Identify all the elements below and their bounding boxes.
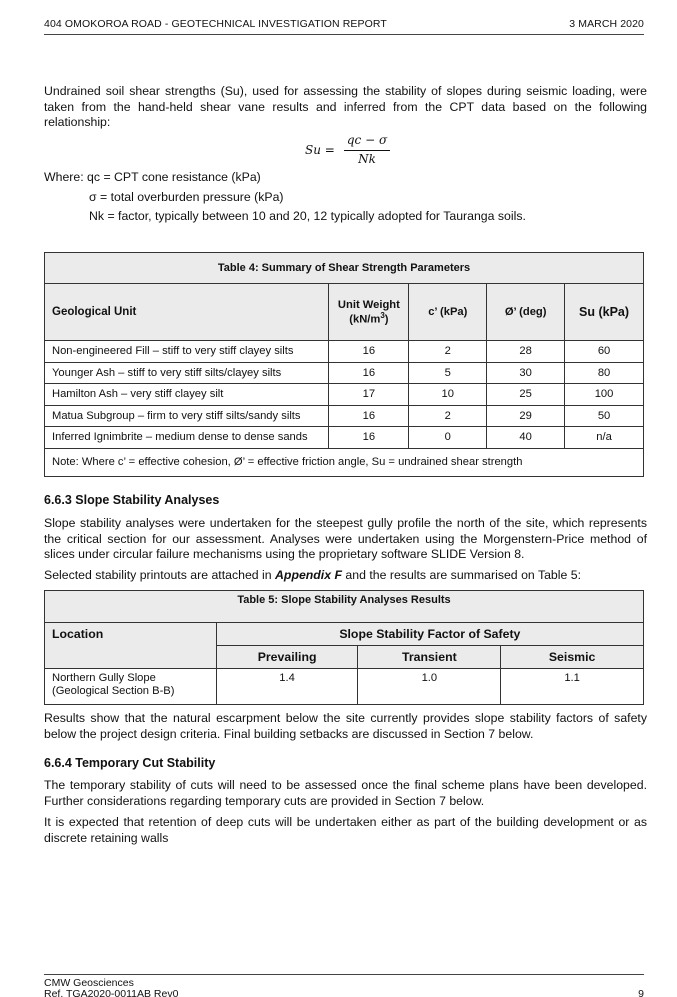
cell-friction: 28 <box>487 341 565 363</box>
section-663-paragraph-2 <box>44 568 647 584</box>
table-row <box>45 341 644 363</box>
cell-cohesion: 10 <box>409 384 487 406</box>
section-664-heading: 6.6.4 Temporary Cut Stability <box>44 756 216 770</box>
shear-strength-table <box>44 252 644 477</box>
cell-weight: 16 <box>329 341 409 363</box>
cell-location <box>45 669 217 705</box>
appendix-text-pre: Selected stability printouts are attached in <box>44 568 276 582</box>
section-663-heading: 6.6.3 Slope Stability Analyses <box>44 493 220 507</box>
footer-ref: Ref. TGA2020-0011AB Rev0 <box>44 988 179 997</box>
table4-header-weight <box>329 284 409 341</box>
formula-fraction-bar <box>344 150 390 151</box>
cell-unit: Younger Ash – stiff to very stiff silts/clayey silts <box>45 362 329 384</box>
formula-denominator: Nk <box>358 152 376 166</box>
table5-header-transient: Transient <box>358 646 501 669</box>
cell-weight: 16 <box>329 405 409 427</box>
cell-cohesion: 5 <box>409 362 487 384</box>
cell-su: 50 <box>565 405 644 427</box>
table5-header-fos: Slope Stability Factor of Safety <box>216 623 643 646</box>
where-line-2: σ = total overburden pressure (kPa) <box>89 190 284 204</box>
table4-caption: Table 4: Summary of Shear Strength Parameters <box>45 253 644 284</box>
results-paragraph: Results show that the natural escarpment below the site currently provides slope stability factors of safety below the project design criteria. Final building setbacks are discussed in Section 7 below. <box>44 711 647 741</box>
appendix-reference: Appendix F <box>275 568 342 582</box>
table-row <box>45 405 644 427</box>
table4-header-su: Su (kPa) <box>565 284 644 341</box>
table-row <box>45 427 644 449</box>
weight-label: Unit Weight <box>337 298 400 311</box>
table4-header-cohesion: c’ (kPa) <box>409 284 487 341</box>
cell-cohesion: 2 <box>409 405 487 427</box>
weight-unit-exponent: 3 <box>380 310 385 320</box>
page-number: 9 <box>638 988 644 997</box>
cell-cohesion: 0 <box>409 427 487 449</box>
table5-header-seismic: Seismic <box>501 646 644 669</box>
su-formula <box>303 133 403 169</box>
table4-header-friction: Ø’ (deg) <box>487 284 565 341</box>
cell-unit: Matua Subgroup – firm to very stiff silts/sandy silts <box>45 405 329 427</box>
cell-seismic: 1.1 <box>501 669 644 705</box>
formula-lhs: Su = <box>305 143 335 157</box>
table4-note: Note: Where c’ = effective cohesion, Ø’ = effective friction angle, Su = undrained shear strength <box>45 448 644 476</box>
table5-header-prevailing: Prevailing <box>216 646 358 669</box>
cell-cohesion: 2 <box>409 341 487 363</box>
table-row <box>45 362 644 384</box>
formula-numerator: qc − σ <box>346 133 388 147</box>
where-line-3: Nk = factor, typically between 10 and 20, 12 typically adopted for Tauranga soils. <box>89 209 526 223</box>
cell-prevailing: 1.4 <box>216 669 358 705</box>
where-line-1: Where: qc = CPT cone resistance (kPa) <box>44 170 261 184</box>
location-section: (Geological Section B-B) <box>52 685 175 697</box>
report-date: 3 MARCH 2020 <box>569 18 644 30</box>
cell-unit: Non-engineered Fill – stiff to very stiff clayey silts <box>45 341 329 363</box>
cell-friction: 40 <box>487 427 565 449</box>
cell-transient: 1.0 <box>358 669 501 705</box>
table-row <box>45 669 644 705</box>
appendix-text-post: and the results are summarised on Table 5: <box>342 568 582 582</box>
page-header <box>44 18 644 35</box>
location-name: Northern Gully Slope <box>52 672 156 684</box>
section-664-paragraph-1: The temporary stability of cuts will need to be assessed once the final scheme plans have been developed. Further considerations regarding temporary cuts are provided in Section 7 below. <box>44 778 647 808</box>
cell-unit: Inferred Ignimbrite – medium dense to dense sands <box>45 427 329 449</box>
cell-su: 100 <box>565 384 644 406</box>
section-663-paragraph-1: Slope stability analyses were undertaken for the steepest gully profile the north of the site, which represents the critical section for our assessment. Analyses were undertaken using the Morgenstern-Price method of slices under circular failure mechanisms using the proprietary software SLIDE Version 8. <box>44 516 647 561</box>
report-title: 404 OMOKOROA ROAD - GEOTECHNICAL INVESTIGATION REPORT <box>44 18 387 30</box>
weight-unit-close: ) <box>384 313 389 326</box>
cell-weight: 17 <box>329 384 409 406</box>
slope-stability-table <box>44 590 644 705</box>
table-row <box>45 384 644 406</box>
cell-su: 60 <box>565 341 644 363</box>
cell-unit: Hamilton Ash – very stiff clayey silt <box>45 384 329 406</box>
footer-company: CMW Geosciences <box>44 977 134 989</box>
cell-weight: 16 <box>329 427 409 449</box>
intro-paragraph: Undrained soil shear strengths (Su), used for assessing the stability of slopes during seismic loading, were taken from the hand-held shear vane results and inferred from the CPT data based on the following relationship: <box>44 84 647 129</box>
page-footer <box>44 974 644 997</box>
weight-unit: (kN/m <box>349 313 381 326</box>
cell-friction: 29 <box>487 405 565 427</box>
table5-caption: Table 5: Slope Stability Analyses Results <box>45 591 644 623</box>
cell-su: 80 <box>565 362 644 384</box>
cell-su: n/a <box>565 427 644 449</box>
table5-header-location: Location <box>45 623 217 669</box>
table4-header-unit: Geological Unit <box>45 284 329 341</box>
cell-friction: 30 <box>487 362 565 384</box>
cell-friction: 25 <box>487 384 565 406</box>
section-664-paragraph-2: It is expected that retention of deep cuts will be undertaken either as part of the building development or as discrete retaining walls <box>44 815 647 845</box>
cell-weight: 16 <box>329 362 409 384</box>
